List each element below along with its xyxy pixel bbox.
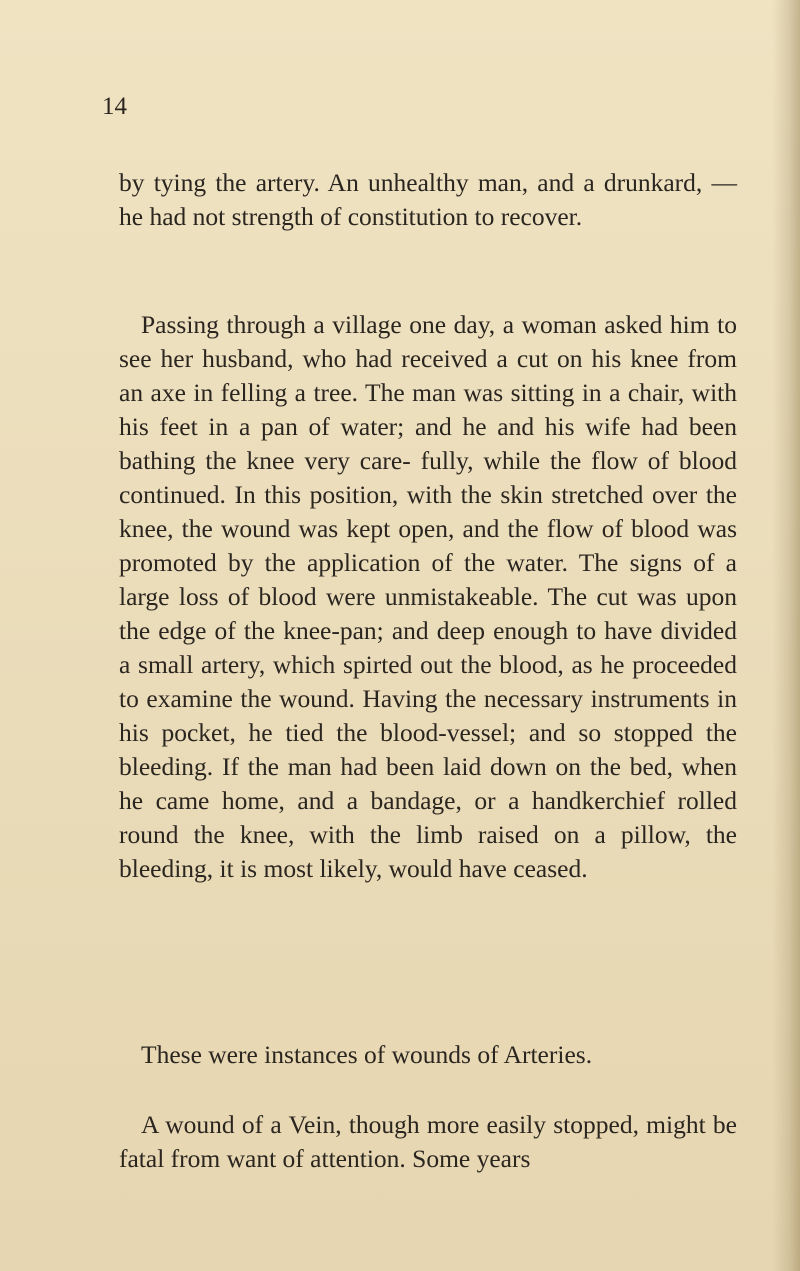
page-edge-shadow [772, 0, 800, 1271]
page-number: 14 [102, 93, 127, 120]
paragraph-vein-wound: A wound of a Vein, though more easily stopped, might be fatal from want of attention. Some years [119, 1110, 737, 1173]
paragraph-village-wound: Passing through a village one day, a woman asked him to see her husband, who had received a cut on his knee from an axe in felling a tree. The man was sitting in a chair, with his feet in a pan of water; and he and his wife had been bathing the knee very care- fully, while the flow of blood continued. In this position, with the skin stretched over the knee, the wound was kept open, and the flow of blood was promoted by the application of the water. The signs of a large loss of blood were unmistakeable. The cut was upon the edge of the knee-pan; and deep enough to have divided a small artery, which spirted out the blood, as he proceeded to examine the wound. Having the necessary instruments in his pocket, he tied the blood-vessel; and so stopped the bleeding. If the man had been laid down on the bed, when he came home, and a bandage, or a handkerchief rolled round the knee, with the limb raised on a pillow, the bleeding, it is most likely, would have ceased. [119, 310, 737, 883]
paragraph-arteries-summary: These were instances of wounds of Arteries. [141, 1040, 593, 1069]
paragraph-artery-conclusion: by tying the artery. An unhealthy man, and a drunkard, — he had not strength of constitution to recover. [119, 168, 737, 231]
